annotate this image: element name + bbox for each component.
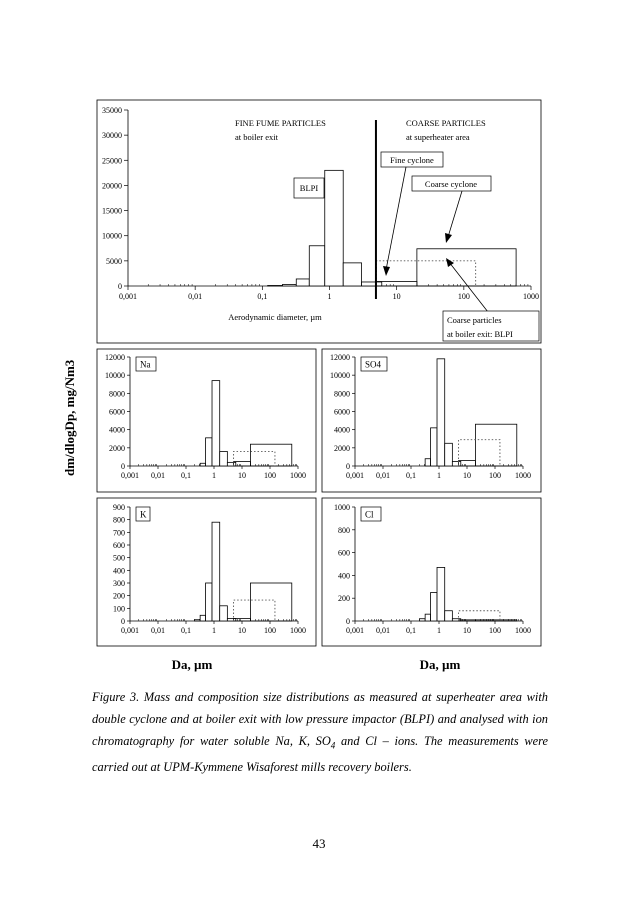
cl-x-tick-label: 10	[463, 626, 471, 635]
main-blpi-bar	[296, 279, 309, 286]
cl-y-tick-label: 1000	[334, 503, 350, 512]
caption-subscript: 4	[330, 740, 336, 751]
so4-blpi-bar	[431, 428, 437, 466]
k-y-tick-label: 0	[121, 617, 125, 626]
k-y-tick-label: 200	[113, 591, 125, 601]
coarse-blpi-label-2: at boiler exit: BLPI	[447, 329, 513, 339]
cl-y-tick-label: 400	[338, 571, 350, 581]
na-label: Na	[140, 359, 151, 370]
so4-y-tick-label: 10000	[330, 371, 350, 381]
main-y-tick-label: 25000	[102, 156, 122, 166]
so4-x-tick-label: 0,01	[376, 471, 390, 480]
na-blpi-bar	[220, 451, 228, 466]
figure-caption	[92, 686, 548, 778]
caption-part2: and Cl – ions. The measurements were carried out at UPM-Kymmene Wisaforest mills recovery boilers.	[92, 734, 548, 775]
so4-x-tick-label: 100	[489, 471, 501, 480]
main-y-tick-label: 10000	[102, 231, 122, 241]
na-chart	[105, 353, 306, 480]
blpi-label: BLPI	[299, 183, 319, 193]
cl-cyclone-bar	[475, 620, 516, 621]
cl-y-tick-label: 800	[338, 525, 350, 535]
x-axis-label-right: Da, µm	[419, 657, 461, 672]
k-blpi-bar	[220, 606, 228, 621]
so4-y-tick-label: 4000	[334, 425, 350, 435]
so4-blpi-bar	[445, 443, 453, 466]
na-y-tick-label: 12000	[105, 353, 125, 362]
coarse-title: COARSE PARTICLES	[406, 118, 486, 128]
na-y-tick-label: 2000	[109, 443, 125, 453]
k-x-tick-label: 10	[238, 626, 246, 635]
cl-x-tick-label: 0,01	[376, 626, 390, 635]
page-number: 43	[312, 836, 326, 851]
na-x-tick-label: 0,1	[181, 471, 191, 480]
na-x-tick-label: 1	[212, 471, 216, 480]
k-y-tick-label: 900	[113, 503, 125, 512]
main-x-tick-label: 100	[457, 292, 470, 301]
k-blpi-bar	[194, 620, 200, 621]
na-blpi-bar	[212, 381, 220, 466]
na-x-tick-label: 0,01	[151, 471, 165, 480]
main-cyclone-bar	[417, 249, 516, 286]
cl-chart	[334, 503, 531, 635]
k-x-tick-label: 0,001	[121, 626, 139, 635]
so4-blpi-bar	[437, 359, 445, 466]
na-x-tick-label: 10	[238, 471, 246, 480]
fine-cyclone-label: Fine cyclone	[390, 155, 434, 165]
y-axis-label: dm/dlogDp, mg/Nm3	[62, 359, 77, 476]
main-y-tick-label: 5000	[106, 256, 122, 266]
cl-x-tick-label: 1	[437, 626, 441, 635]
main-x-tick-label: 1	[327, 292, 332, 301]
main-x-tick-label: 1000	[523, 292, 539, 301]
cl-x-tick-label: 0,1	[406, 626, 416, 635]
caption-part1: Figure 3. Mass and composition size distributions as measured at superheater area with double cyclone and at boiler exit with low pressure impactor (BLPI) and analysed with ion chromatography for water soluble Na, K, SO	[92, 690, 548, 748]
k-y-tick-label: 500	[113, 553, 125, 563]
na-y-tick-label: 10000	[105, 371, 125, 381]
main-cyclone-bar	[376, 281, 416, 286]
x-axis-label-left: Da, µm	[171, 657, 213, 672]
so4-y-tick-label: 6000	[334, 407, 350, 417]
coarse-blpi-arrow	[449, 262, 488, 312]
coarse-cyclone-arrowhead	[445, 233, 452, 243]
k-y-tick-label: 700	[113, 528, 125, 538]
cl-blpi-bar	[431, 593, 437, 622]
k-x-tick-label: 1	[212, 626, 216, 635]
main-blpi-bar	[362, 282, 382, 286]
na-blpi-bar	[206, 438, 212, 466]
so4-x-tick-label: 1	[437, 471, 441, 480]
k-y-tick-label: 800	[113, 515, 125, 525]
k-label: K	[140, 509, 147, 520]
main-y-tick-label: 0	[118, 282, 122, 291]
so4-blpi-bar	[425, 459, 430, 466]
so4-blpi-bar	[452, 461, 460, 466]
so4-label: SO4	[365, 359, 382, 370]
cl-blpi-bar	[419, 619, 425, 621]
so4-y-tick-label: 2000	[334, 443, 350, 453]
k-chart	[113, 503, 306, 635]
main-blpi-bar	[268, 285, 283, 286]
k-blpi-bar	[212, 522, 220, 621]
na-blpi-bar	[227, 462, 235, 466]
so4-x-tick-label: 10	[463, 471, 471, 480]
na-x-tick-label: 0,001	[121, 471, 139, 480]
cl-blpi-bar	[445, 611, 453, 621]
k-blpi-bar	[200, 615, 205, 621]
main-x-axis-label: Aerodynamic diameter, µm	[228, 312, 322, 322]
main-blpi-bar	[309, 246, 324, 286]
k-x-tick-label: 100	[264, 626, 276, 635]
so4-cyclone-bar	[475, 424, 516, 466]
cl-blpi-bar	[425, 614, 430, 621]
coarse-subtitle: at superheater area	[406, 132, 470, 142]
main-chart-frame	[97, 100, 541, 343]
so4-y-tick-label: 0	[346, 462, 350, 471]
cl-x-tick-label: 0,001	[346, 626, 364, 635]
fine-cyclone-arrow	[386, 167, 406, 270]
main-x-tick-label: 10	[392, 292, 401, 301]
so4-x-tick-label: 0,1	[406, 471, 416, 480]
na-blpi-coarse-bar	[234, 451, 275, 466]
cl-x-tick-label: 100	[489, 626, 501, 635]
na-y-tick-label: 6000	[109, 407, 125, 417]
so4-x-tick-label: 0,001	[346, 471, 364, 480]
na-y-tick-label: 0	[121, 462, 125, 471]
cl-y-tick-label: 0	[346, 617, 350, 626]
na-x-tick-label: 1000	[290, 471, 306, 480]
main-chart	[102, 106, 539, 341]
so4-blpi-coarse-bar	[459, 440, 500, 466]
main-y-tick-label: 30000	[102, 131, 122, 141]
main-x-tick-label: 0,1	[257, 292, 268, 301]
na-y-tick-label: 4000	[109, 425, 125, 435]
fine-cyclone-arrowhead	[383, 266, 390, 276]
k-x-tick-label: 1000	[290, 626, 306, 635]
so4-y-tick-label: 12000	[330, 353, 350, 362]
k-y-tick-label: 300	[113, 579, 125, 588]
na-cyclone-bar	[250, 444, 291, 466]
na-y-tick-label: 8000	[109, 389, 125, 399]
k-x-tick-label: 0,01	[151, 626, 165, 635]
coarse-blpi-arrowhead	[446, 258, 454, 267]
main-blpi-bar	[325, 170, 343, 286]
k-blpi-coarse-bar	[234, 600, 275, 621]
main-y-tick-label: 35000	[102, 106, 122, 115]
main-blpi-bar	[343, 263, 361, 286]
main-y-tick-label: 15000	[102, 206, 122, 216]
so4-y-tick-label: 8000	[334, 389, 350, 399]
k-y-tick-label: 400	[113, 566, 125, 576]
fine-fume-title: FINE FUME PARTICLES	[235, 118, 326, 128]
cl-label: Cl	[365, 509, 374, 520]
fine-fume-subtitle: at boiler exit	[235, 132, 278, 142]
cl-blpi-bar	[437, 567, 445, 621]
main-y-tick-label: 20000	[102, 181, 122, 191]
cl-y-tick-label: 600	[338, 548, 350, 558]
main-x-tick-label: 0,01	[188, 292, 203, 301]
k-y-tick-label: 600	[113, 541, 125, 550]
so4-x-tick-label: 1000	[515, 471, 531, 480]
cl-y-tick-label: 200	[338, 594, 350, 604]
so4-chart	[330, 353, 531, 480]
k-y-tick-label: 100	[113, 604, 125, 614]
coarse-cyclone-label: Coarse cyclone	[424, 179, 478, 189]
coarse-blpi-label-1: Coarse particles	[447, 315, 502, 325]
k-x-tick-label: 0,1	[181, 626, 191, 635]
main-x-tick-label: 0,001	[119, 292, 137, 301]
k-blpi-bar	[206, 583, 212, 621]
main-blpi-bar	[283, 284, 297, 286]
main-blpi-coarse-bar	[376, 261, 475, 286]
na-blpi-bar	[200, 463, 205, 466]
cl-x-tick-label: 1000	[515, 626, 531, 635]
coarse-cyclone-arrow	[448, 191, 462, 237]
k-cyclone-bar	[250, 583, 291, 621]
na-x-tick-label: 100	[264, 471, 276, 480]
